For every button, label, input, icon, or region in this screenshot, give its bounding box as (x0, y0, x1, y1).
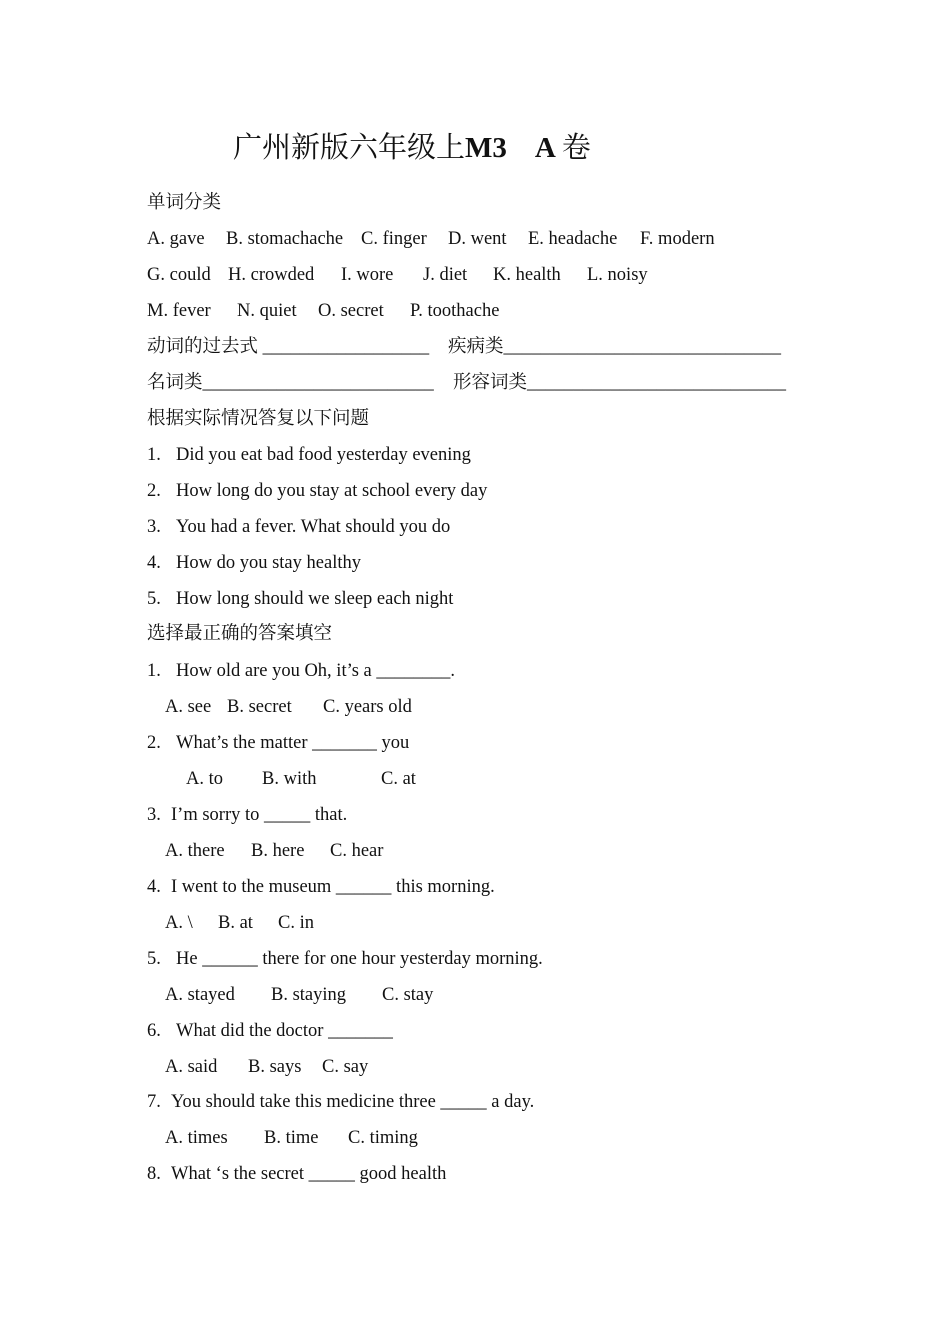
option-c: C. say (322, 1057, 369, 1077)
vocab-word: I. wore (341, 265, 394, 285)
title-suffix: 卷 (561, 132, 591, 164)
vocab-word: P. toothache (410, 301, 500, 321)
category-verb-past: 动词的过去式 __________________ (147, 337, 430, 357)
option-c: C. stay (382, 985, 434, 1005)
option-c: C. in (278, 913, 314, 933)
option-a: A. to (186, 769, 223, 789)
option-a: A. there (165, 841, 225, 861)
title-paper: A (534, 132, 556, 164)
question-number: 5. (147, 949, 161, 969)
question-text: How long do you stay at school every day (176, 481, 488, 501)
question-number: 3. (147, 517, 161, 537)
question-number: 4. (147, 877, 161, 897)
category-noun: 名词类_________________________ (147, 373, 434, 393)
question-number: 4. (147, 553, 161, 573)
vocab-word: A. gave (147, 229, 205, 249)
question-text: How long should we sleep each night (176, 589, 454, 609)
vocab-word: E. headache (528, 229, 618, 249)
category-illness: 疾病类______________________________ (448, 337, 782, 357)
option-c: C. hear (330, 841, 384, 861)
option-b: B. here (251, 841, 305, 861)
vocab-word: B. stomachache (226, 229, 344, 249)
question-text: I went to the museum ______ this morning. (171, 877, 495, 897)
option-a: A. times (165, 1128, 228, 1148)
question-number: 7. (147, 1092, 161, 1112)
option-a: A. \ (165, 913, 193, 933)
page-title (233, 128, 591, 168)
question-text: He ______ there for one hour yesterday morning. (176, 949, 543, 969)
question-text: How do you stay healthy (176, 553, 361, 573)
vocab-word: K. health (493, 265, 561, 285)
question-text: Did you eat bad food yesterday evening (176, 445, 471, 465)
title-chinese: 广州新版六年级上 (233, 132, 466, 164)
vocab-word: M. fever (147, 301, 211, 321)
vocab-word: N. quiet (237, 301, 297, 321)
question-text: You had a fever. What should you do (176, 517, 451, 537)
option-c: C. at (381, 769, 416, 789)
option-c: C. timing (348, 1128, 418, 1148)
question-text: What’s the matter _______ you (176, 733, 410, 753)
question-text: I’m sorry to _____ that. (171, 805, 348, 825)
option-b: B. staying (271, 985, 347, 1005)
question-number: 3. (147, 805, 161, 825)
option-b: B. time (264, 1128, 319, 1148)
option-b: B. says (248, 1057, 302, 1077)
vocab-word: C. finger (361, 229, 427, 249)
vocab-word: J. diet (423, 265, 468, 285)
vocab-word: F. modern (640, 229, 715, 249)
option-a: A. said (165, 1057, 218, 1077)
question-text: What ‘s the secret _____ good health (171, 1164, 447, 1184)
option-b: B. with (262, 769, 317, 789)
title-module: M3 (465, 132, 507, 164)
option-c: C. years old (323, 697, 412, 717)
question-number: 8. (147, 1164, 161, 1184)
question-number: 5. (147, 589, 161, 609)
option-a: A. see (165, 697, 212, 717)
question-number: 1. (147, 661, 161, 681)
vocab-word: L. noisy (587, 265, 648, 285)
question-text: What did the doctor _______ (176, 1021, 393, 1041)
option-b: B. secret (227, 697, 292, 717)
question-number: 6. (147, 1021, 161, 1041)
question-number: 1. (147, 445, 161, 465)
question-text: You should take this medicine three _____ a day. (171, 1092, 535, 1112)
option-a: A. stayed (165, 985, 235, 1005)
option-b: B. at (218, 913, 253, 933)
question-number: 2. (147, 481, 161, 501)
vocab-word: D. went (448, 229, 507, 249)
vocab-word: H. crowded (228, 265, 315, 285)
section-heading-choice: 选择最正确的答案填空 (147, 624, 333, 644)
question-number: 2. (147, 733, 161, 753)
section-heading-answer: 根据实际情况答复以下问题 (147, 409, 370, 429)
question-text: How old are you Oh, it’s a ________. (176, 661, 456, 681)
vocab-word: O. secret (318, 301, 384, 321)
category-adjective: 形容词类____________________________ (453, 373, 787, 393)
vocab-word: G. could (147, 265, 211, 285)
section-heading-vocab: 单词分类 (147, 193, 222, 213)
